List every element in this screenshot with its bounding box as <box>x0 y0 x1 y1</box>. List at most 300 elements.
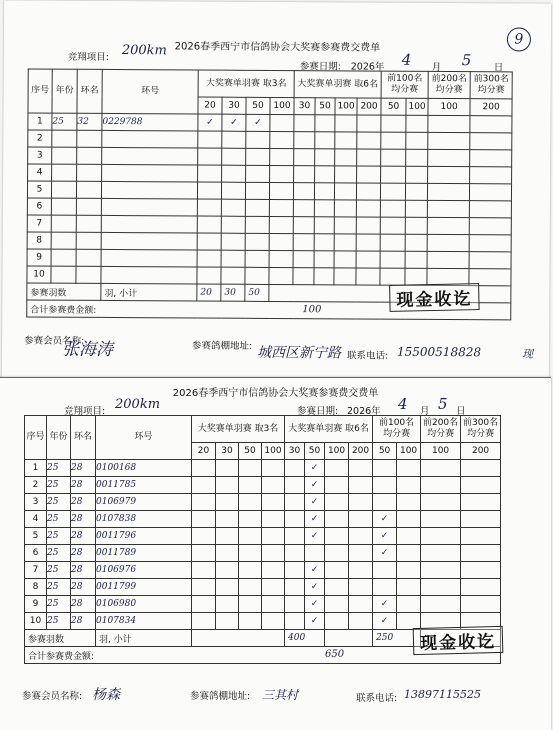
entry-checkmark-cell <box>461 562 501 579</box>
ring-number-cell: 0106976 <box>96 562 192 579</box>
year-cell: 25 <box>47 613 71 630</box>
entry-checkmark-cell <box>285 477 305 494</box>
entry-checkmark-cell <box>245 216 269 233</box>
sub-header-cell: 100 <box>406 98 428 115</box>
entry-checkmark-cell <box>373 562 397 579</box>
entry-checkmark-cell <box>262 545 285 562</box>
year-cell: 25 <box>47 545 71 562</box>
entry-checkmark-cell <box>197 267 221 284</box>
fee-form-sheet-1 <box>2 0 551 381</box>
header-ring-no: 环号 <box>96 416 192 460</box>
ring-code-cell <box>76 232 101 249</box>
entry-checkmark-cell <box>245 250 269 267</box>
entry-checkmark-cell <box>421 596 461 613</box>
entry-checkmark-cell <box>305 545 325 562</box>
sub-header-cell: 100 <box>270 97 294 114</box>
entry-checkmark-cell <box>198 131 222 148</box>
entry-checkmark-cell <box>325 460 349 477</box>
entry-checkmark-cell <box>314 183 334 200</box>
header-year: 年份 <box>52 69 77 113</box>
entry-checkmark-cell <box>470 184 512 201</box>
entry-checkmark-cell <box>216 562 239 579</box>
phone-value: 13897115525 <box>404 688 481 701</box>
year-cell <box>51 232 76 249</box>
entry-checkmark-cell <box>245 267 269 284</box>
entry-checkmark-cell <box>246 131 270 148</box>
entry-checkmark-cell <box>397 511 421 528</box>
entry-checkmark-cell <box>216 511 239 528</box>
entry-checkmark-cell <box>373 477 397 494</box>
row-number: 1 <box>28 113 52 130</box>
entry-checkmark-cell <box>216 528 239 545</box>
entry-checkmark-cell <box>397 613 421 630</box>
ring-number-cell <box>101 198 197 216</box>
entry-checkmark-cell <box>421 562 461 579</box>
entry-checkmark-cell <box>239 596 262 613</box>
entry-checkmark-cell <box>325 511 349 528</box>
entry-checkmark-cell <box>356 183 380 200</box>
entry-checkmark-cell <box>314 251 334 268</box>
member-label: 参赛会员名称: <box>22 691 83 702</box>
year-cell: 25 <box>47 511 71 528</box>
entry-checkmark-cell <box>192 579 216 596</box>
page-number-mark: 9 <box>507 27 531 51</box>
header-grand-prix-top6: 大奖赛单羽赛 取6名 <box>294 71 381 99</box>
entry-checkmark-cell <box>427 234 469 251</box>
row-number: 5 <box>27 181 51 198</box>
entry-checkmark-cell <box>405 200 427 217</box>
entry-checkmark-cell <box>335 149 357 166</box>
entry-checkmark-cell <box>269 233 293 250</box>
count-unit: 羽, 小计 <box>101 283 197 301</box>
entry-checkmark-cell <box>461 460 501 477</box>
entry-checkmark-cell <box>334 217 356 234</box>
entry-checkmark-cell <box>428 166 470 183</box>
year-cell <box>52 164 77 181</box>
entry-checkmark-cell <box>239 528 262 545</box>
entry-checkmark-cell <box>405 234 427 251</box>
entry-checkmark-cell <box>221 233 245 250</box>
entry-checkmark-cell <box>239 477 262 494</box>
entry-checkmark-cell <box>397 562 421 579</box>
header-year: 年份 <box>47 416 71 460</box>
row-number: 9 <box>25 596 47 613</box>
entry-checkmark-cell: ✓ <box>305 494 325 511</box>
entry-checkmark-cell <box>285 562 305 579</box>
year-cell: 25 <box>47 494 71 511</box>
entry-checkmark-cell <box>262 596 285 613</box>
entry-checkmark-cell <box>285 596 305 613</box>
row-number: 6 <box>27 198 51 215</box>
entry-checkmark-cell <box>461 545 501 562</box>
entry-checkmark-cell <box>421 477 461 494</box>
date-label: 参赛日期: <box>297 406 339 417</box>
total-label: 合计参赛费金额: <box>28 651 95 662</box>
entry-checkmark-cell <box>216 477 239 494</box>
entry-checkmark-cell <box>239 562 262 579</box>
ring-code-cell <box>77 164 102 181</box>
entry-checkmark-cell: ✓ <box>305 562 325 579</box>
entry-checkmark-cell <box>221 216 245 233</box>
entry-checkmark-cell <box>192 545 216 562</box>
year-cell <box>51 266 76 283</box>
entry-checkmark-cell: ✓ <box>305 460 325 477</box>
subtotal-30: 30 <box>221 284 245 301</box>
project-label: 竞翔项目: <box>67 51 110 63</box>
sub-header-cell: 50 <box>239 443 262 460</box>
date-month-unit: 月 <box>431 61 442 74</box>
entry-checkmark-cell: ✓ <box>373 545 397 562</box>
ring-number-cell <box>101 215 197 233</box>
date-day-unit: 日 <box>493 62 504 74</box>
row-number: 8 <box>25 579 47 596</box>
year-cell <box>51 181 76 198</box>
project-value: 200km <box>121 43 167 59</box>
entry-checkmark-cell <box>381 166 406 183</box>
entry-checkmark-cell <box>293 183 314 200</box>
ring-code-cell: 28 <box>71 545 96 562</box>
entry-checkmark-cell <box>349 613 373 630</box>
entry-checkmark-cell <box>192 562 216 579</box>
table-row <box>25 545 501 562</box>
entry-checkmark-cell <box>427 200 469 217</box>
date-month-value: 4 <box>398 395 408 413</box>
entry-checkmark-cell <box>285 613 305 630</box>
entry-checkmark-cell <box>262 528 285 545</box>
count-unit: 羽, 小计 <box>96 630 192 647</box>
ring-number-cell <box>102 164 198 182</box>
date-year: 2026年 <box>350 61 385 73</box>
entry-checkmark-cell <box>469 235 511 252</box>
entry-checkmark-cell <box>428 115 470 132</box>
ring-number-cell <box>102 130 198 148</box>
ring-code-cell: 28 <box>71 596 96 613</box>
entry-checkmark-cell <box>406 166 428 183</box>
entry-checkmark-cell <box>198 148 222 165</box>
entry-checkmark-cell <box>469 252 511 269</box>
header-ring-code: 环名 <box>71 416 96 460</box>
entry-checkmark-cell <box>315 149 335 166</box>
entry-checkmark-cell <box>222 165 246 182</box>
loft-address-value: 城西区新宁路 <box>256 344 342 362</box>
header-top100: 前100名 均分赛 <box>381 71 428 98</box>
header-grand-prix-top3: 大奖赛单羽赛 取3名 <box>192 416 285 443</box>
entry-checkmark-cell <box>421 528 461 545</box>
entry-checkmark-cell <box>469 201 511 218</box>
entry-checkmark-cell <box>406 115 428 132</box>
ring-number-cell <box>101 249 197 267</box>
entry-checkmark-cell <box>192 528 216 545</box>
ring-number-cell <box>101 266 197 284</box>
sub-header-cell: 200 <box>461 443 501 460</box>
entry-checkmark-cell <box>334 268 356 285</box>
entry-checkmark-cell <box>262 460 285 477</box>
entry-checkmark-cell: ✓ <box>305 579 325 596</box>
entry-checkmark-cell <box>469 218 511 235</box>
entry-checkmark-cell <box>405 251 427 268</box>
sub-header-cell: 30 <box>285 443 305 460</box>
project-label: 竞翔项目: <box>64 406 106 417</box>
entry-checkmark-cell <box>262 613 285 630</box>
sub-header-cell: 50 <box>305 443 325 460</box>
entry-checkmark-cell <box>192 613 216 630</box>
sub-header-cell: 200 <box>357 98 381 115</box>
member-label: 参赛会员名称: <box>24 335 85 347</box>
entry-checkmark-cell <box>216 460 239 477</box>
margin-note: 现 <box>521 347 534 361</box>
entry-checkmark-cell <box>216 613 239 630</box>
entry-checkmark-cell <box>216 545 239 562</box>
ring-code-cell: 28 <box>71 528 96 545</box>
ring-code-cell: 28 <box>71 477 96 494</box>
header-seq: 序号 <box>25 416 47 460</box>
total-value: 100 <box>302 304 322 316</box>
entry-checkmark-cell <box>381 183 406 200</box>
entry-checkmark-cell <box>381 115 406 132</box>
ring-code-cell: 28 <box>71 511 96 528</box>
entry-checkmark-cell <box>380 217 405 234</box>
entry-checkmark-cell <box>325 545 349 562</box>
row-number: 9 <box>27 249 51 266</box>
header-grand-prix-top3: 大奖赛单羽赛 取3名 <box>198 70 294 98</box>
entry-checkmark-cell: ✓ <box>373 528 397 545</box>
entry-checkmark-cell <box>269 199 293 216</box>
subtotal-20: 20 <box>197 284 221 301</box>
table-row <box>25 494 501 511</box>
entry-checkmark-cell <box>373 460 397 477</box>
entry-checkmark-cell <box>192 477 216 494</box>
header-ring-no: 环号 <box>102 69 198 114</box>
entry-checkmark-cell <box>246 165 270 182</box>
entry-checkmark-cell <box>262 579 285 596</box>
entry-checkmark-cell <box>405 217 427 234</box>
entry-checkmark-cell <box>397 596 421 613</box>
entry-checkmark-cell <box>192 596 216 613</box>
entry-checkmark-cell <box>245 182 269 199</box>
entry-checkmark-cell <box>293 200 314 217</box>
entry-checkmark-cell <box>314 200 334 217</box>
entry-checkmark-cell <box>285 494 305 511</box>
entry-checkmark-cell <box>239 613 262 630</box>
entry-checkmark-cell <box>294 132 315 149</box>
ring-number-cell: 0229788 <box>102 113 198 131</box>
subtotal-top100: 250 <box>373 630 421 647</box>
entry-checkmark-cell <box>356 251 380 268</box>
header-top100: 前100名 均分赛 <box>373 416 421 443</box>
entry-checkmark-cell <box>197 233 221 250</box>
entry-checkmark-cell <box>270 131 294 148</box>
row-number: 6 <box>25 545 47 562</box>
ring-number-cell: 0106980 <box>96 596 192 613</box>
sub-header-cell: 50 <box>381 98 406 115</box>
entry-checkmark-cell <box>325 477 349 494</box>
ring-code-cell <box>76 198 101 215</box>
sub-header-cell: 20 <box>192 443 216 460</box>
entry-checkmark-cell <box>349 528 373 545</box>
ring-number-cell: 0011789 <box>96 545 192 562</box>
entry-checkmark-cell <box>270 148 294 165</box>
entry-checkmark-cell <box>349 477 373 494</box>
ring-number-cell: 0107834 <box>96 613 192 630</box>
row-number: 5 <box>25 528 47 545</box>
entry-checkmark-cell <box>461 596 501 613</box>
entry-checkmark-cell <box>349 562 373 579</box>
entry-checkmark-cell <box>197 182 221 199</box>
row-number: 8 <box>27 232 51 249</box>
entry-checkmark-cell <box>222 148 246 165</box>
phone-value: 15500518828 <box>396 344 482 360</box>
loft-address-label: 参赛鸽棚地址: <box>190 691 251 702</box>
ring-code-cell: 28 <box>71 460 96 477</box>
entry-checkmark-cell <box>428 183 470 200</box>
sub-header-cell: 30 <box>216 443 239 460</box>
entry-checkmark-cell <box>461 579 501 596</box>
loft-address-value: 三其村 <box>262 688 299 702</box>
entry-checkmark-cell <box>397 528 421 545</box>
sub-header-cell: 200 <box>349 443 373 460</box>
sub-header-cell: 100 <box>421 443 461 460</box>
entry-checkmark-cell <box>285 545 305 562</box>
entry-checkmark-cell <box>239 460 262 477</box>
fee-table <box>26 68 513 320</box>
entry-checkmark-cell <box>325 562 349 579</box>
row-number: 10 <box>27 266 51 283</box>
sub-header-cell: 20 <box>198 97 222 114</box>
entry-checkmark-cell <box>192 494 216 511</box>
form-title: 2026春季西宁市信鸽协会大奖赛参赛费交费单 <box>174 41 381 54</box>
ring-code-cell <box>77 147 102 164</box>
entry-checkmark-cell: ✓ <box>305 528 325 545</box>
entry-checkmark-cell: ✓ <box>373 613 397 630</box>
entry-checkmark-cell <box>349 596 373 613</box>
entry-checkmark-cell <box>356 268 380 285</box>
entry-checkmark-cell: ✓ <box>222 114 246 131</box>
sub-header-cell: 100 <box>325 443 349 460</box>
table-row <box>25 562 501 579</box>
entry-checkmark-cell: ✓ <box>305 613 325 630</box>
row-number: 2 <box>25 477 47 494</box>
year-cell <box>51 249 76 266</box>
entry-checkmark-cell <box>314 268 334 285</box>
entry-checkmark-cell <box>270 114 294 131</box>
entry-checkmark-cell <box>325 494 349 511</box>
year-cell: 25 <box>47 460 71 477</box>
date-day-value: 5 <box>438 395 448 413</box>
sub-header-cell: 100 <box>335 98 357 115</box>
entry-checkmark-cell <box>470 133 512 150</box>
entry-checkmark-cell <box>192 511 216 528</box>
entry-checkmark-cell <box>246 148 270 165</box>
entry-checkmark-cell <box>406 132 428 149</box>
sub-header-cell: 30 <box>294 98 315 115</box>
entry-checkmark-cell <box>222 131 246 148</box>
subtotal-blank <box>325 630 373 647</box>
entry-checkmark-cell <box>349 545 373 562</box>
header-top200: 前200名 均分赛 <box>421 416 461 443</box>
entry-checkmark-cell <box>334 200 356 217</box>
year-cell <box>51 198 76 215</box>
entry-checkmark-cell <box>397 494 421 511</box>
entry-checkmark-cell <box>262 494 285 511</box>
entry-checkmark-cell <box>428 149 470 166</box>
entry-checkmark-cell <box>239 494 262 511</box>
count-label: 参赛羽数 <box>27 283 101 300</box>
entry-checkmark-cell <box>421 579 461 596</box>
entry-checkmark-cell <box>357 149 381 166</box>
entry-checkmark-cell <box>216 596 239 613</box>
row-number: 4 <box>25 511 47 528</box>
entry-checkmark-cell <box>357 115 381 132</box>
entry-checkmark-cell <box>421 545 461 562</box>
entry-checkmark-cell <box>421 511 461 528</box>
entry-checkmark-cell <box>293 268 314 285</box>
entry-checkmark-cell: ✓ <box>246 114 270 131</box>
entry-checkmark-cell <box>349 511 373 528</box>
ring-code-cell: 28 <box>71 494 96 511</box>
ring-number-cell: 0011796 <box>96 528 192 545</box>
entry-checkmark-cell <box>356 234 380 251</box>
entry-checkmark-cell <box>470 167 512 184</box>
entry-checkmark-cell <box>221 199 245 216</box>
row-number: 4 <box>28 164 52 181</box>
year-cell: 25 <box>47 596 71 613</box>
row-number: 3 <box>28 147 52 164</box>
header-grand-prix-top6: 大奖赛单羽赛 取6名 <box>285 416 373 443</box>
row-number: 1 <box>25 460 47 477</box>
entry-checkmark-cell <box>197 216 221 233</box>
ring-code-cell: 28 <box>71 579 96 596</box>
ring-number-cell <box>101 181 197 199</box>
date-year: 2026年 <box>347 406 381 417</box>
entry-checkmark-cell <box>262 511 285 528</box>
entry-checkmark-cell: ✓ <box>305 596 325 613</box>
entry-checkmark-cell <box>285 579 305 596</box>
entry-checkmark-cell <box>197 199 221 216</box>
entry-checkmark-cell <box>293 251 314 268</box>
header-seq: 序号 <box>28 69 52 113</box>
sub-header-cell: 50 <box>373 443 397 460</box>
entry-checkmark-cell <box>325 579 349 596</box>
total-value: 650 <box>325 649 345 660</box>
entry-checkmark-cell <box>349 494 373 511</box>
year-cell <box>52 130 77 147</box>
ring-code-cell <box>76 215 101 232</box>
date-day-unit: 日 <box>456 406 466 417</box>
loft-address-label: 参赛鸽棚地址: <box>192 340 253 352</box>
entry-checkmark-cell <box>381 149 406 166</box>
entry-checkmark-cell <box>216 494 239 511</box>
row-number: 3 <box>25 494 47 511</box>
ring-number-cell: 0011799 <box>96 579 192 596</box>
table-row <box>25 528 501 545</box>
ring-number-cell: 0107838 <box>96 511 192 528</box>
year-cell <box>51 215 76 232</box>
entry-checkmark-cell <box>406 183 428 200</box>
date-month-unit: 月 <box>420 406 430 417</box>
entry-checkmark-cell <box>294 166 315 183</box>
date-day-value: 5 <box>461 51 472 70</box>
entry-checkmark-cell <box>380 200 405 217</box>
row-number: 7 <box>27 215 51 232</box>
entry-checkmark-cell <box>285 460 305 477</box>
entry-checkmark-cell <box>421 494 461 511</box>
entry-checkmark-cell <box>373 494 397 511</box>
entry-checkmark-cell <box>315 132 335 149</box>
entry-checkmark-cell <box>293 234 314 251</box>
entry-checkmark-cell <box>406 149 428 166</box>
entry-checkmark-cell <box>269 216 293 233</box>
entry-checkmark-cell <box>315 115 335 132</box>
